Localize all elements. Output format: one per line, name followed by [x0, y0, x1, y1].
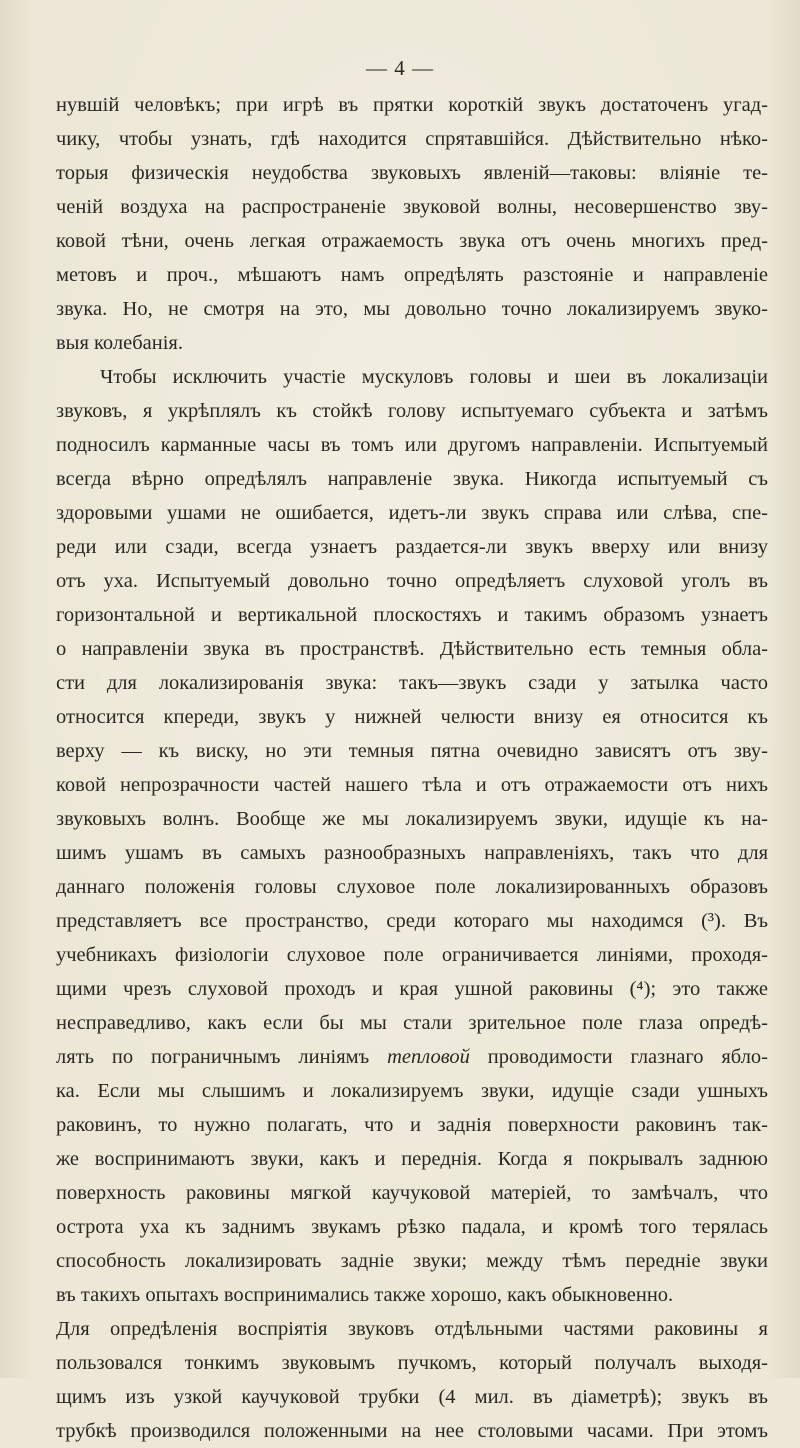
text-line: Чтобы исключить участіе мускуловъ головы и шеи въ локализаціи [100, 366, 768, 388]
text-line: ченій воздуха на распространеніе звуковой волны, несовершенство зву- [56, 196, 768, 218]
text-segment: лять по пограничнымъ линіямъ [56, 1046, 388, 1068]
text-line: способность локализировать задніе звуки; между тѣмъ передніе звуки [56, 1250, 768, 1272]
body-text [56, 88, 768, 1448]
text-line: ковой тѣни, очень легкая отражаемость звука отъ очень многихъ пред- [56, 230, 768, 252]
text-line: несправедливо, какъ если бы мы стали зрительное поле глаза опредѣ- [56, 1012, 768, 1034]
text-line: всегда вѣрно опредѣлялъ направленіе звука. Никогда испытуемый съ [56, 468, 768, 490]
text-line: нувшій человѣкъ; при игрѣ въ прятки короткій звукъ достаточенъ угад- [56, 94, 768, 116]
text-line [56, 1040, 768, 1074]
text-line: щимъ изъ узкой каучуковой трубки (4 мил. въ діаметрѣ); звукъ въ [56, 1386, 768, 1408]
text-line: же воспринимаютъ звуки, какъ и переднія. Когда я покрывалъ заднюю [56, 1148, 768, 1170]
text-line: торыя физическія неудобства звуковыхъ явленій—таковы: вліяніе те- [56, 162, 768, 184]
text-line: въ такихъ опытахъ воспринимались также хорошо, какъ обыкновенно. [56, 1284, 674, 1306]
text-line: раковинъ, то нужно полагать, что и заднія поверхности раковинъ так- [56, 1114, 768, 1136]
text-line: представляетъ все пространство, среди котораго мы находимся (³). Въ [56, 910, 768, 932]
text-line: верху — къ виску, но эти темныя пятна очевидно зависятъ отъ зву- [56, 740, 768, 762]
text-line: звука. Но, не смотря на это, мы довольно точно локализируемъ звуко- [56, 298, 768, 320]
text-line: о направленіи звука въ пространствѣ. Дѣйствительно есть темныя обла- [56, 638, 768, 660]
text-line: шимъ ушамъ въ самыхъ разнообразныхъ направленіяхъ, такъ что для [56, 842, 768, 864]
text-segment: проводимости глазнаго ябло- [469, 1046, 768, 1068]
text-line: подносилъ карманные часы въ томъ или другомъ направленіи. Испытуемый [56, 434, 768, 456]
text-line: ковой непрозрачности частей нашего тѣла и отъ отражаемости отъ нихъ [56, 774, 768, 796]
text-line: метовъ и проч., мѣшаютъ намъ опредѣлять разстояніе и направленіе [56, 264, 768, 286]
text-line: звуковыхъ волнъ. Вообще же мы локализируемъ звуки, идущіе къ на- [56, 808, 768, 830]
text-line: чику, чтобы узнать, гдѣ находится спрятавшійся. Дѣйствительно нѣко- [56, 128, 768, 150]
text-line: пользовался тонкимъ звуковымъ пучкомъ, который получалъ выходя- [56, 1352, 768, 1374]
text-line: горизонтальной и вертикальной плоскостяхъ и такимъ образомъ узнаетъ [56, 604, 768, 626]
text-line: реди или сзади, всегда узнаетъ раздается-ли звукъ вверху или внизу [56, 536, 768, 558]
text-line: отъ уха. Испытуемый довольно точно опредѣляетъ слуховой уголъ въ [56, 570, 768, 592]
text-line: трубкѣ производился положенными на нее столовыми часами. При этомъ [56, 1420, 768, 1442]
page-number: — 4 — [366, 56, 434, 80]
text-line: щими чрезъ слуховой проходъ и края ушной раковины (⁴); это также [56, 978, 768, 1000]
text-line: звуковъ, я укрѣплялъ къ стойкѣ голову испытуемаго субъекта и затѣмъ [56, 400, 768, 422]
text-line: учебникахъ физіологіи слуховое поле ограничивается линіями, проходя- [56, 944, 768, 966]
text-line: относится кпереди, звукъ у нижней челюсти внизу ея относится къ [56, 706, 768, 728]
text-line: здоровыми ушами не ошибается, идетъ-ли звукъ справа или слѣва, спе- [56, 502, 768, 524]
text-line: выя колебанія. [56, 332, 183, 354]
text-line: даннаго положенія головы слуховое поле локализированныхъ образовъ [56, 876, 768, 898]
text-line: Для опредѣленія воспріятія звуковъ отдѣльными частями раковины я [56, 1318, 768, 1340]
text-line: поверхность раковины мягкой каучуковой матеріей, то замѣчалъ, что [56, 1182, 768, 1204]
text-line: острота уха къ заднимъ звукамъ рѣзко падала, и кромѣ того терялась [56, 1216, 768, 1238]
text-line: сти для локализированія звука: такъ—звукъ сзади у затылка часто [56, 672, 768, 694]
text-line: ка. Если мы слышимъ и локализируемъ звуки, идущіе сзади ушныхъ [56, 1080, 768, 1102]
italic-word: тепловой [387, 1046, 470, 1068]
